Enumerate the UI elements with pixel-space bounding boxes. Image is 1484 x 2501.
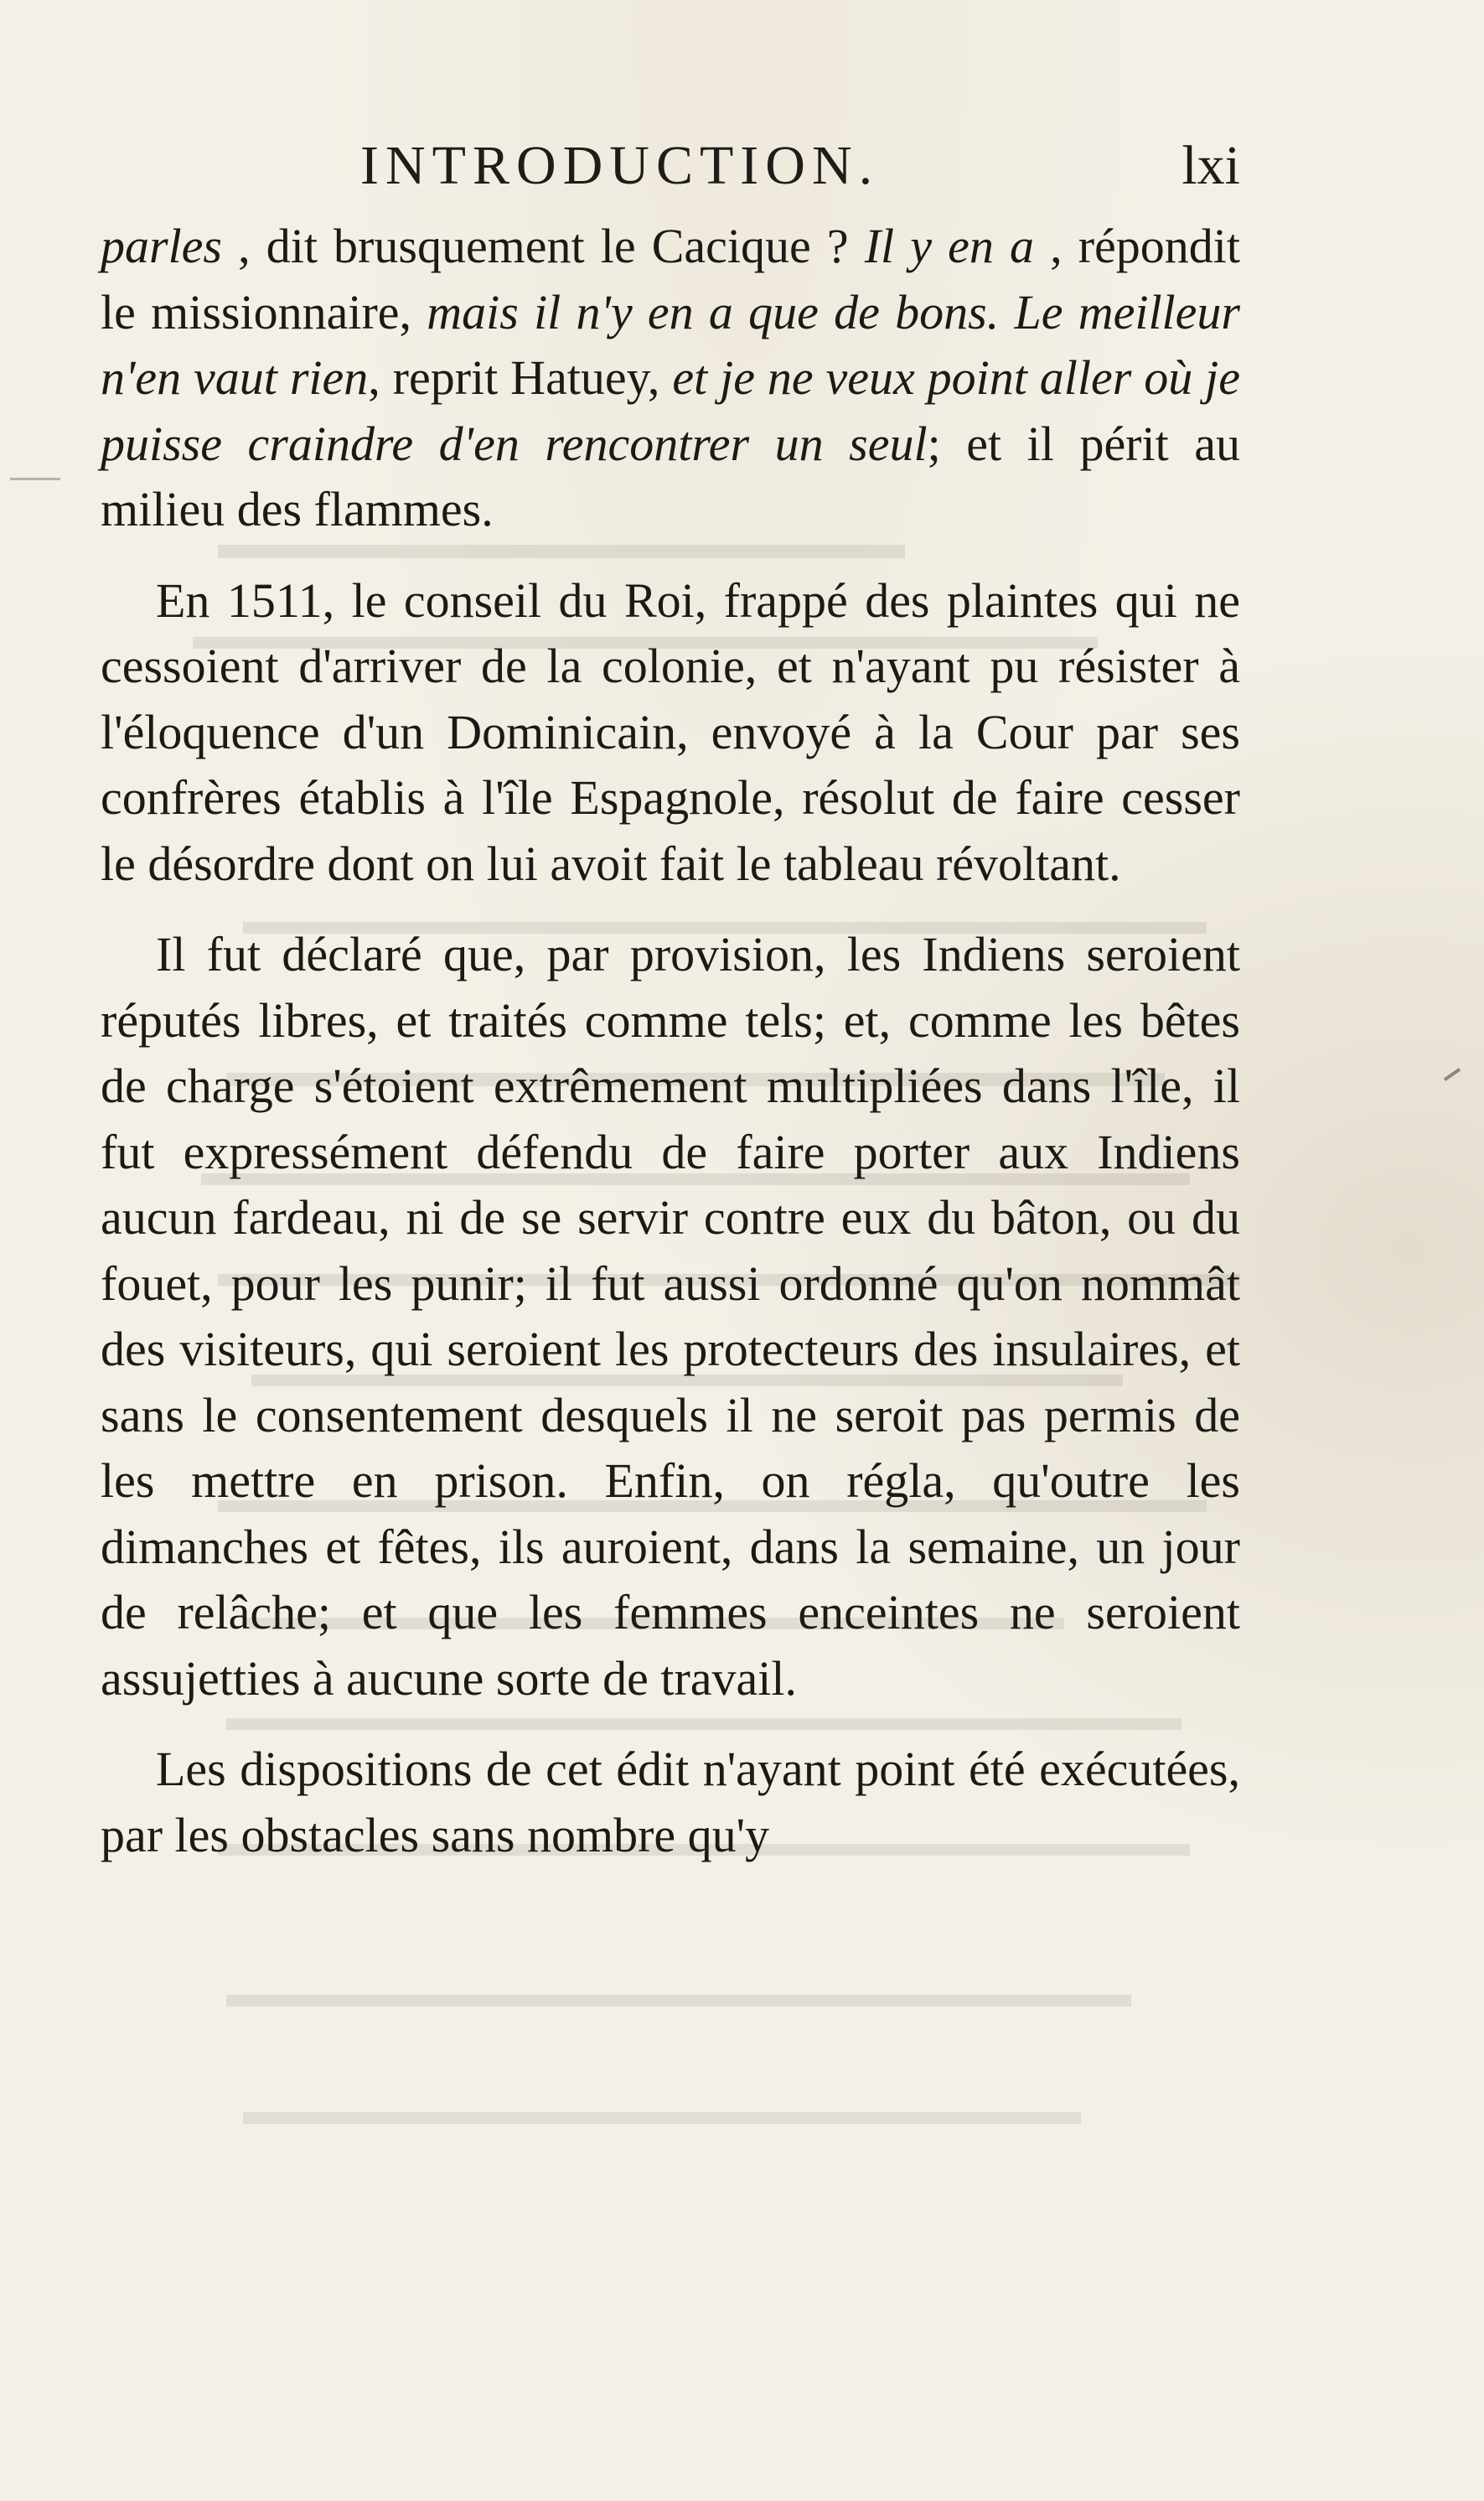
paragraph: [101, 568, 1240, 898]
text-run: mais il n'y en a que de bons. Le meilleur n'en vaut rien: [101, 284, 1240, 405]
paragraph: [101, 1737, 1240, 1868]
text-run: et je ne veux point aller où je puisse craindre d'en rencontrer un seul: [101, 350, 1240, 471]
text-run: Il fut déclaré que, par provision, les Indiens seroient réputés libres, et traités comme tels; et, comme les bêtes de charge s'étoient extrêmement multipliées dans l'île, il fut expressément défendu de faire porter aux Indiens aucun fardeau, ni de se servir contre eux du bâton, ou du fouet, pour les punir; il fut aussi ordonné qu'on nommât des visiteurs, qui seroient les protecteurs des insulaires, et sans le consentement desquels il ne seroit pas permis de les mettre en prison. Enfin, on régla, qu'outre les dimanches et fêtes, ils auroient, dans la semaine, un jour de relâche; et que les femmes enceintes ne seroient assujetties à aucune sorte de travail.: [101, 927, 1240, 1706]
margin-mark: [10, 478, 60, 480]
paragraph: [101, 214, 1240, 543]
text-run: , dit brusquement le Cacique ?: [222, 219, 865, 273]
paper-fleck: [1444, 1068, 1461, 1081]
text-run: , répondit le missionnaire,: [101, 219, 1240, 339]
paragraph: [101, 922, 1240, 1711]
text-run: , reprit Hatuey,: [368, 350, 673, 405]
page-number: lxi: [1182, 135, 1240, 196]
text-run: En 1511, le conseil du Roi, frappé des plaintes qui ne cessoient d'arriver de la colonie, et n'ayant pu résister à l'éloquence d'un Dominicain, envoyé à la Cour par ses confrères établis à l'île Espagnole, résolut de faire cesser le désordre dont on lui avoit fait le tableau révoltant.: [101, 572, 1240, 891]
page-header: [101, 126, 1240, 201]
text-run: parles: [101, 219, 222, 273]
body-text: [101, 214, 1240, 1868]
text-run: Il y en a: [864, 219, 1034, 273]
text-run: Les dispositions de cet édit n'ayant point été exécutées, par les obstacles sans nombre qu'y: [101, 1742, 1240, 1862]
running-title: INTRODUCTION.: [360, 135, 880, 196]
text-run: ; et il périt au milieu des flammes.: [101, 416, 1241, 536]
